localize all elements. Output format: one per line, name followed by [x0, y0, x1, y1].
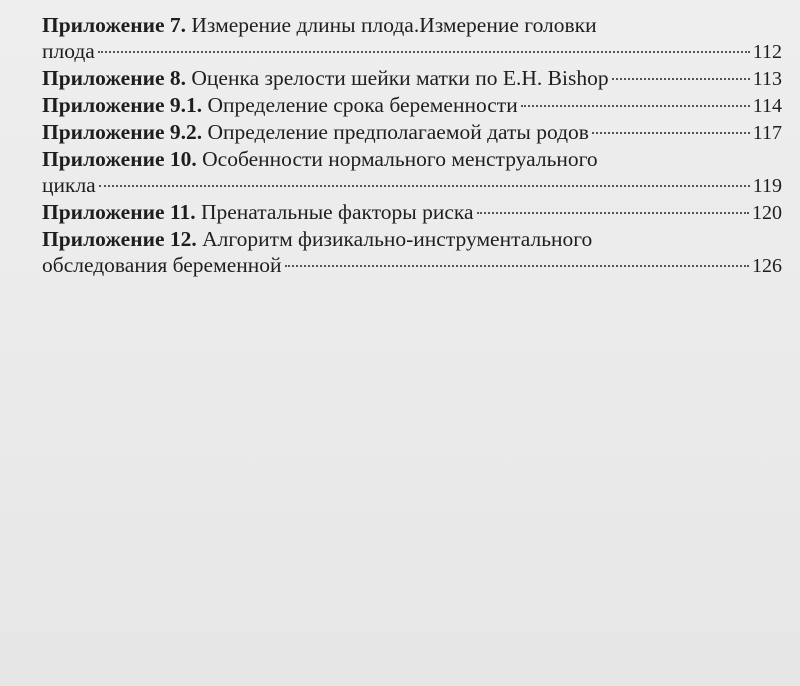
toc-entry-line [42, 226, 782, 252]
toc-entry-title-continued: обследования беременной [42, 253, 282, 277]
toc-entry-line [42, 199, 782, 226]
dot-leader [98, 51, 750, 53]
toc-page-number: 120 [752, 202, 782, 224]
toc-page-number: 126 [752, 255, 782, 277]
dot-leader [592, 132, 750, 134]
dot-leader [99, 185, 750, 187]
toc-entry-title-continued: плода [42, 39, 95, 63]
dot-leader [477, 212, 749, 214]
toc-entry-prefix: Приложение 11. [42, 200, 196, 224]
toc-entry-appendix-12 [42, 226, 782, 279]
dot-leader [521, 105, 750, 107]
toc-entry-line [42, 119, 782, 146]
toc-entry-prefix: Приложение 9.2. [42, 120, 203, 144]
toc-page-number: 114 [752, 95, 782, 117]
toc-entry-title-continued: цикла [42, 173, 96, 197]
toc-entry-title: Алгоритм физикально-инструментального [202, 227, 593, 251]
toc-entry-line [42, 12, 782, 38]
toc-entry-prefix: Приложение 8. [42, 66, 187, 90]
dot-leader [612, 78, 750, 80]
toc-entry-prefix: Приложение 10. [42, 147, 197, 171]
dot-leader [285, 265, 749, 267]
toc-entry-title: Определение срока беременности [207, 93, 518, 117]
toc-entry-title: Оценка зрелости шейки матки по E.H. Bishop [191, 66, 609, 90]
table-of-contents [42, 12, 782, 279]
toc-entry-line [42, 38, 782, 65]
toc-entry-line [42, 92, 782, 119]
toc-entry-prefix: Приложение 9.1. [42, 93, 203, 117]
toc-entry-line [42, 252, 782, 279]
toc-page-number: 112 [752, 41, 782, 63]
toc-page-number: 117 [752, 122, 782, 144]
toc-page-number: 119 [752, 175, 782, 197]
toc-entry-title: Пренатальные факторы риска [200, 200, 474, 224]
toc-page-number: 113 [752, 68, 782, 90]
toc-entry-prefix: Приложение 7. [42, 13, 187, 37]
toc-entry-title: Определение предполагаемой даты родов [207, 120, 589, 144]
toc-entry-appendix-9-2 [42, 119, 782, 146]
toc-entry-title: Особенности нормального менструального [202, 147, 598, 171]
toc-entry-prefix: Приложение 12. [42, 227, 197, 251]
toc-entry-appendix-9-1 [42, 92, 782, 119]
toc-entry-appendix-11 [42, 199, 782, 226]
toc-entry-line [42, 65, 782, 92]
toc-entry-appendix-8 [42, 65, 782, 92]
toc-entry-line [42, 146, 782, 172]
toc-entry-title: Измерение длины плода.Измерение головки [191, 13, 597, 37]
toc-entry-appendix-7 [42, 12, 782, 65]
toc-entry-appendix-10 [42, 146, 782, 199]
toc-entry-line [42, 172, 782, 199]
